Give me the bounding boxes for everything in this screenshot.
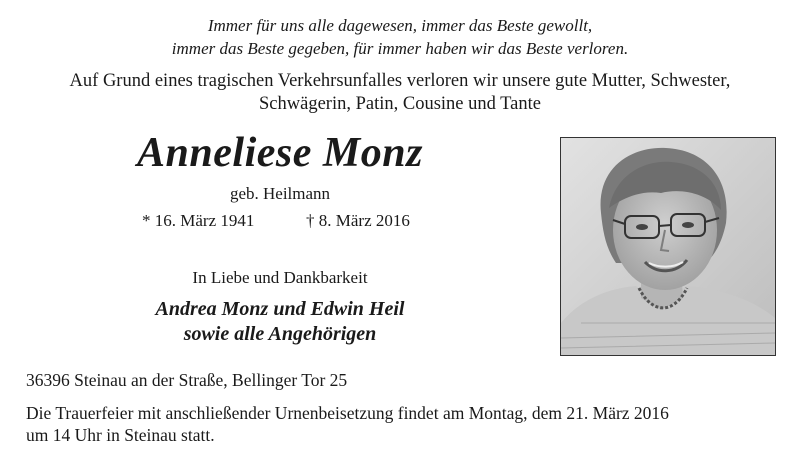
deceased-name: Anneliese Monz	[137, 130, 423, 176]
funeral-info-line-1: Die Trauerfeier mit anschließender Urnenbeisetzung findet am Montag, dem 21. März 2016	[26, 403, 669, 423]
death-date: † 8. März 2016	[306, 211, 410, 230]
gratitude-line: In Liebe und Dankbarkeit	[192, 268, 368, 287]
maiden-name: geb. Heilmann	[229, 184, 331, 203]
portrait-illustration	[561, 138, 775, 355]
funeral-info-line-2: um 14 Uhr in Steinau statt.	[26, 425, 215, 445]
motto-line-1: Immer für uns alle dagewesen, immer das Beste gewollt,	[207, 16, 593, 35]
motto-line-2: immer das Beste gegeben, für immer haben wir das Beste verloren.	[171, 39, 629, 58]
intro-line-1: Auf Grund eines tragischen Verkehrsunfalles verloren wir unsere gute Mutter, Schwester,	[69, 71, 731, 91]
intro-line-2: Schwägerin, Patin, Cousine und Tante	[259, 94, 541, 114]
mourners-line-2: sowie alle Angehörigen	[183, 323, 377, 345]
address: 36396 Steinau an der Straße, Bellinger Tor 25	[26, 370, 348, 390]
birth-date: * 16. März 1941	[142, 211, 255, 230]
mourners-line-1: Andrea Monz und Edwin Heil	[155, 298, 405, 320]
portrait-photo	[560, 137, 776, 356]
